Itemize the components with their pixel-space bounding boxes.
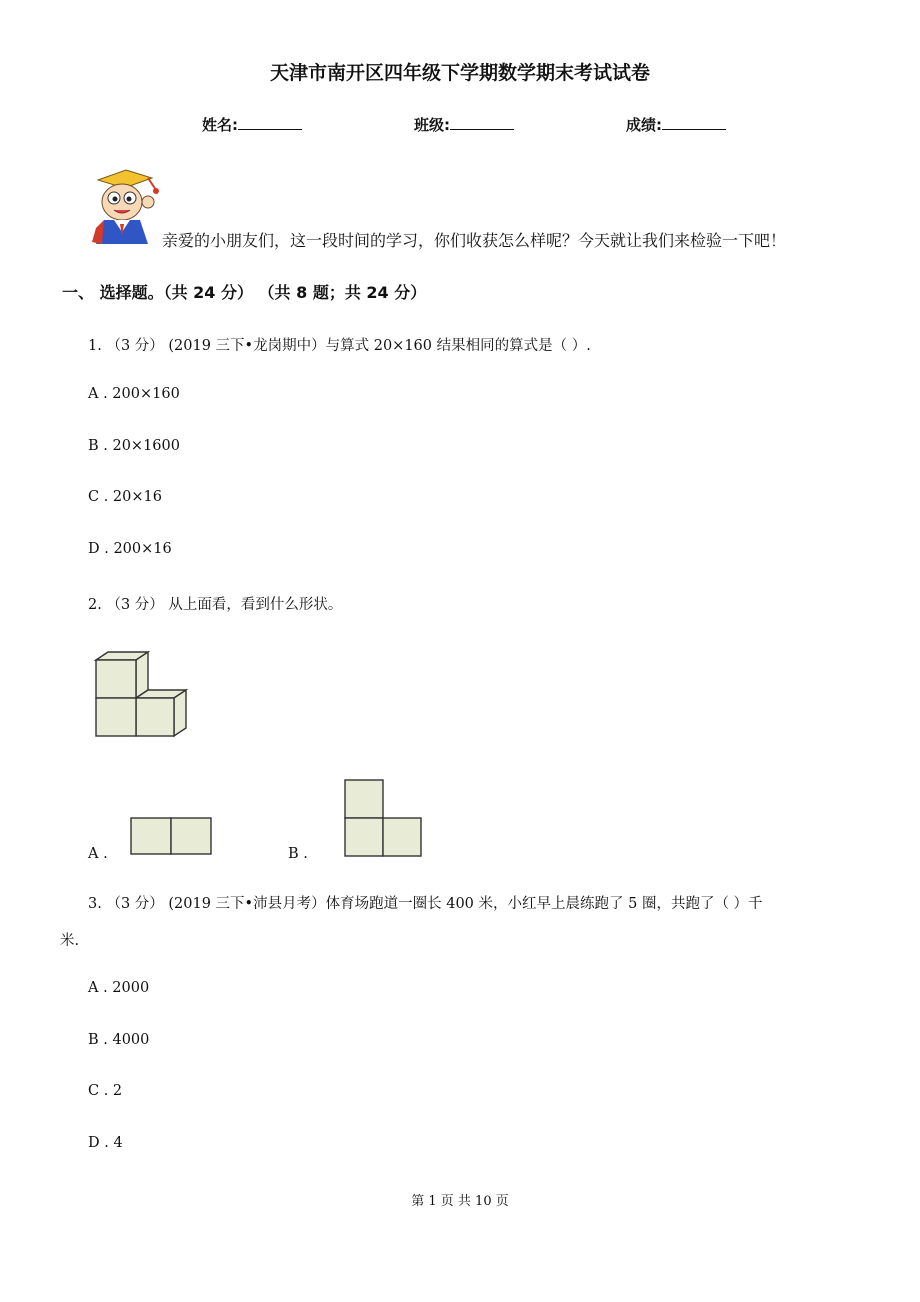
name-blank[interactable]	[238, 115, 302, 130]
question-3-option-c[interactable]: C . 2	[88, 1083, 123, 1099]
question-2-text: 2. （3 分） 从上面看，看到什么形状。	[88, 597, 343, 613]
question-3-option-d[interactable]: D . 4	[88, 1135, 123, 1151]
question-1-option-d[interactable]: D . 200×16	[88, 541, 172, 557]
page-title: 天津市南开区四年级下学期数学期末考试试卷	[269, 62, 650, 84]
question-1-option-c[interactable]: C . 20×16	[88, 489, 162, 505]
mascot-icon	[90, 168, 166, 246]
page-footer: 第 1 页 共 10 页	[411, 1194, 509, 1209]
question-3-text-line1: 3. （3 分） (2019 三下•沛县月考）体育场跑道一圈长 400 米，小红早上晨练跑了 5 圈，共跑了（ ）千	[88, 896, 763, 912]
option-a-shape[interactable]	[130, 817, 212, 855]
section-heading-choice: 一、 选择题。（共 24 分） （共 8 题；共 24 分）	[62, 283, 427, 302]
score-label: 成绩:	[626, 116, 662, 134]
class-blank[interactable]	[450, 115, 514, 130]
name-label: 姓名:	[202, 116, 238, 134]
question-1-option-b[interactable]: B . 20×1600	[88, 438, 180, 454]
question-3-option-b[interactable]: B . 4000	[88, 1032, 150, 1048]
question-1-option-a[interactable]: A . 200×160	[88, 386, 180, 402]
class-field[interactable]	[414, 114, 514, 135]
name-field[interactable]	[202, 114, 302, 135]
question-3-text-line2: 米.	[60, 933, 80, 949]
class-label: 班级:	[414, 116, 450, 134]
score-blank[interactable]	[662, 115, 726, 130]
question-2-option-a[interactable]: A .	[88, 846, 108, 862]
score-field[interactable]	[626, 114, 726, 135]
cube-stack-figure	[90, 650, 192, 740]
question-1-text: 1. （3 分） (2019 三下•龙岗期中）与算式 20×160 结果相同的算式是（ ）.	[88, 338, 591, 354]
question-3-option-a[interactable]: A . 2000	[88, 980, 150, 996]
greeting-text: 亲爱的小朋友们，这一段时间的学习，你们收获怎么样呢？今天就让我们来检验一下吧！	[162, 231, 787, 250]
option-b-shape[interactable]	[344, 779, 424, 857]
question-2-option-b[interactable]: B .	[288, 846, 308, 862]
